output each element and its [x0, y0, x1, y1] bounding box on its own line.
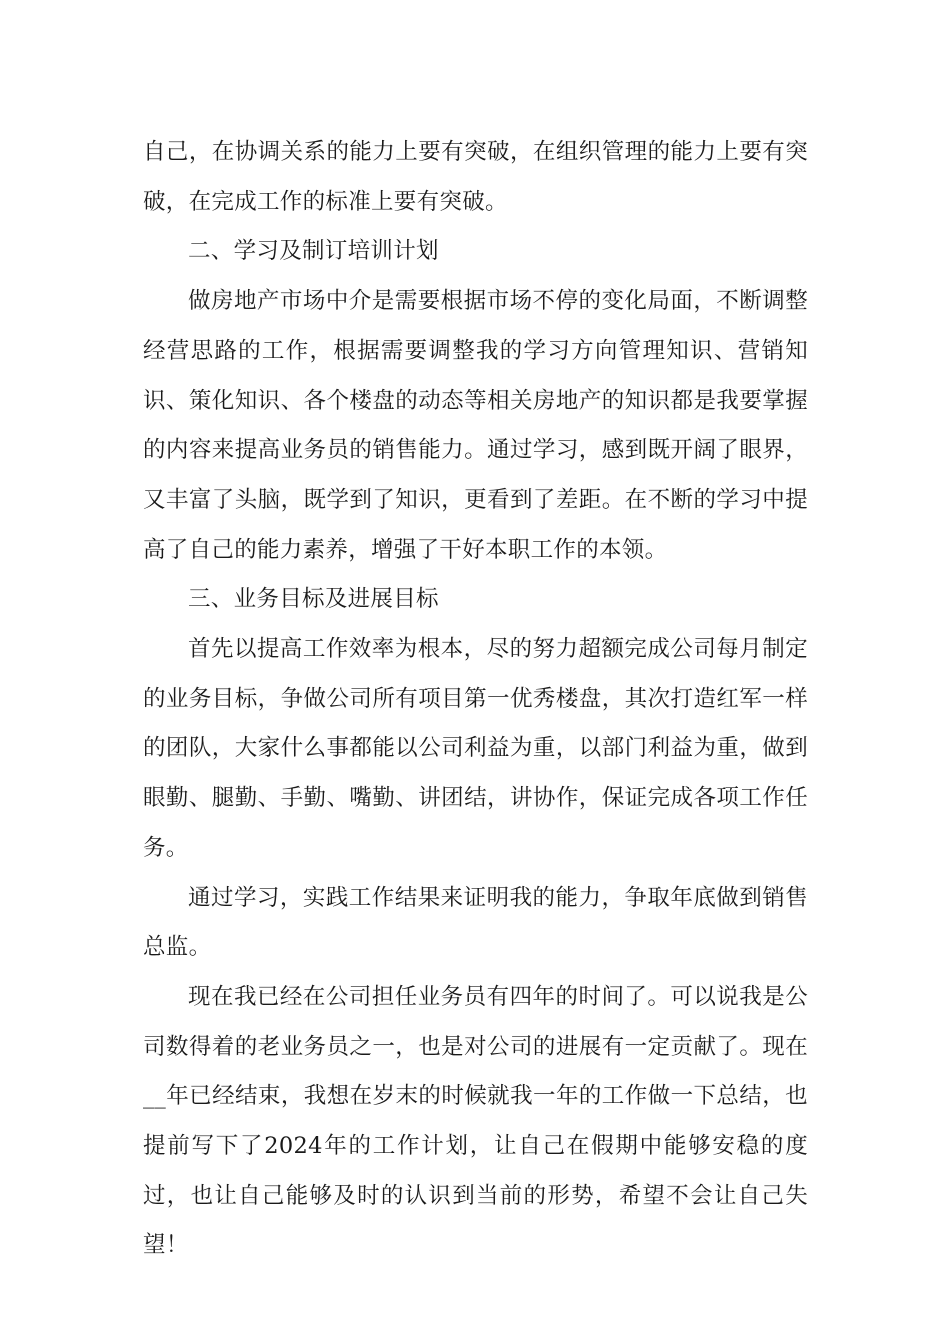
section-heading-training-plan: 二、学习及制订培训计划 [188, 238, 439, 265]
paragraph-summary: 现在我已经在公司担任业务员有四年的时间了。可以说我是公司数得着的老业务员之一，也是对公司的进展有一定贡献了。现在__年已经结束，我想在岁末的时候就我一年的工作做一下总结，也提前写下了2024年的工作计划，让自己在假期中能够安稳的度过，也让自己能够及时的认识到当前的形势，希望不会让自己失望！ [143, 983, 808, 1259]
section-heading-business-goals: 三、业务目标及进展目标 [188, 586, 439, 613]
paragraph-learning: 做房地产市场中介是需要根据市场不停的变化局面，不断调整经营思路的工作，根据需要调整我的学习方向管理知识、营销知识、策化知识、各个楼盘的动态等相关房地产的知识都是我要掌握的内容来提高业务员的销售能力。通过学习，感到既开阔了眼界，又丰富了头脑，既学到了知识，更看到了差距。在不断的学习中提高了自己的能力素养，增强了干好本职工作的本领。 [143, 288, 808, 563]
document-body [143, 128, 808, 1271]
paragraph-sales-director: 通过学习，实践工作结果来证明我的能力，争取年底做到销售总监。 [143, 884, 808, 961]
paragraph-goals: 首先以提高工作效率为根本，尽的努力超额完成公司每月制定的业务目标，争做公司所有项目第一优秀楼盘，其次打造红军一样的团队，大家什么事都能以公司利益为重，以部门利益为重，做到眼勤、腿勤、手勤、嘴勤、讲团结，讲协作，保证完成各项工作任务。 [143, 636, 808, 861]
paragraph-continuation: 自己，在协调关系的能力上要有突破，在组织管理的能力上要有突破，在完成工作的标准上要有突破。 [143, 139, 808, 215]
